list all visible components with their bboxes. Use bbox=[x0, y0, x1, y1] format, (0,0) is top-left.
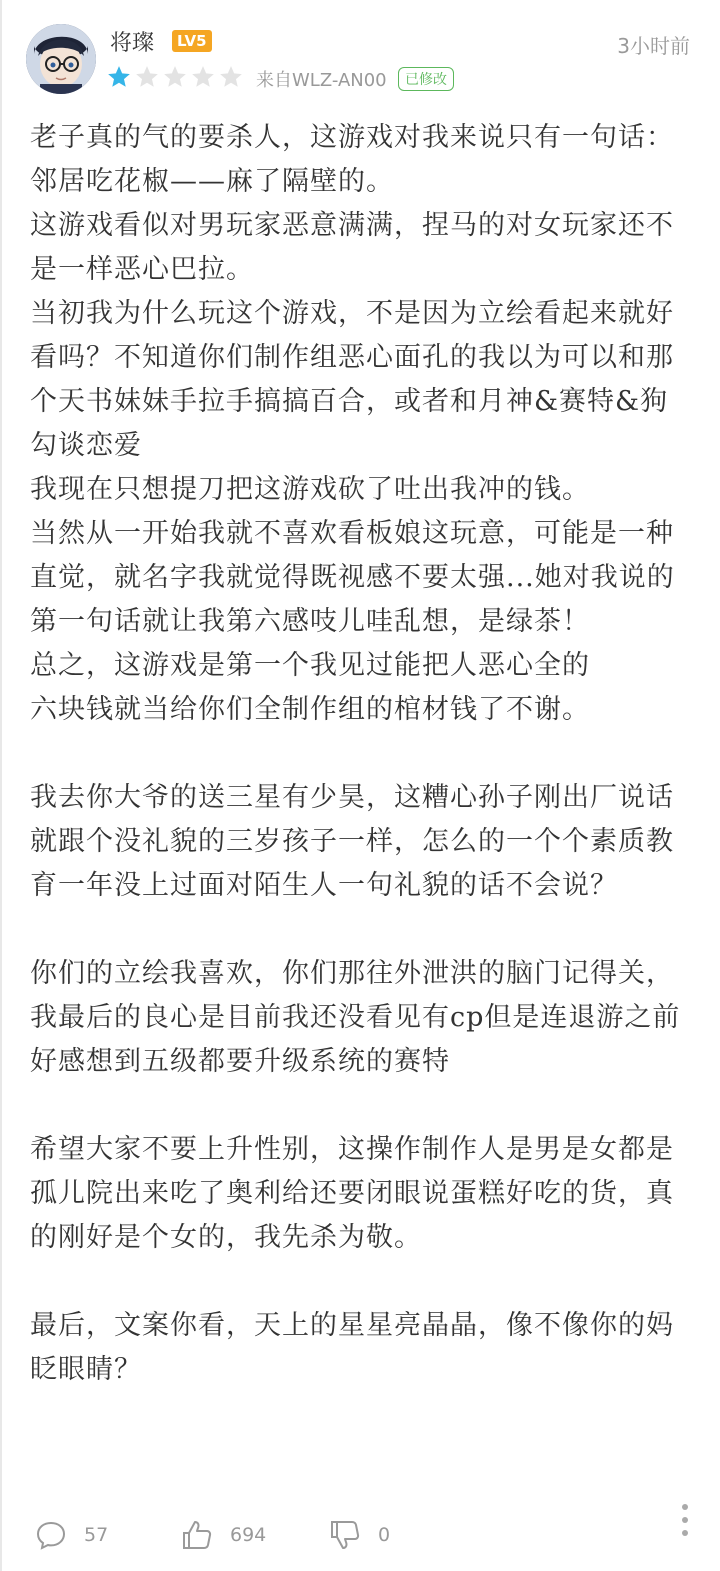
review-paragraph-5: 最后，文案你看，天上的星星亮晶晶，像不像你的妈眨眼睛？ bbox=[30, 1310, 674, 1385]
rating-stars bbox=[106, 64, 244, 92]
star-icon-1 bbox=[106, 64, 132, 90]
paragraph-gap bbox=[30, 1260, 695, 1304]
edited-badge: 已修改 bbox=[398, 67, 454, 91]
username[interactable]: 将璨 bbox=[110, 31, 155, 56]
star-icon-4 bbox=[190, 64, 216, 90]
review-content bbox=[30, 116, 695, 1392]
dislike-button[interactable] bbox=[328, 1510, 390, 1560]
review-paragraph-4: 希望大家不要上升性别，这操作制作人是男是女都是孤儿院出来吃了奥利给还要闭眼说蛋糕好吃的货，真的刚好是个女的，我先杀为敬。 bbox=[30, 1134, 674, 1253]
avatar[interactable] bbox=[26, 24, 96, 94]
review-paragraph-2: 我去你大爷的送三星有少昊，这糟心孙子刚出厂说话就跟个没礼貌的三岁孩子一样，怎么的一个个素质教育一年没上过面对陌生人一句礼貌的话不会说？ bbox=[30, 782, 674, 901]
review-header bbox=[0, 0, 720, 110]
comment-bubble-icon bbox=[34, 1518, 68, 1552]
paragraph-gap bbox=[30, 1084, 695, 1128]
paragraph-gap bbox=[30, 732, 695, 776]
comment-button[interactable] bbox=[34, 1510, 108, 1560]
device-label: 来自WLZ-AN00 bbox=[256, 70, 387, 91]
avatar-image bbox=[26, 24, 96, 94]
post-time: 3小时前 bbox=[617, 34, 690, 58]
more-vertical-icon[interactable] bbox=[680, 1502, 690, 1538]
thumbs-down-icon bbox=[328, 1518, 362, 1552]
comment-count: 57 bbox=[84, 1524, 109, 1546]
paragraph-gap bbox=[30, 908, 695, 952]
thumbs-up-icon bbox=[180, 1518, 214, 1552]
like-count: 694 bbox=[230, 1524, 267, 1546]
review-actions bbox=[0, 1510, 720, 1560]
review-paragraph-3: 你们的立绘我喜欢，你们那往外泄洪的脑门记得关，我最后的良心是目前我还没看见有cp但是连退游之前好感想到五级都要升级系统的赛特 bbox=[30, 958, 681, 1077]
left-edge-divider bbox=[0, 0, 2, 1571]
star-shape bbox=[192, 66, 214, 87]
star-shape bbox=[220, 66, 242, 87]
star-icon-2 bbox=[134, 64, 160, 90]
star-shape bbox=[136, 66, 158, 87]
review-paragraph-1: 老子真的气的要杀人，这游戏对我来说只有一句话：邻居吃花椒——麻了隔壁的。 这游戏看似对男玩家恶意满满，捏马的对女玩家还不是一样恶心巴拉。 当初我为什么玩这个游戏，不是因为立绘看起来就好看吗？不知道你们制作组恶心面孔的我以为可以和那个天书妹妹手拉手搞搞百合，或者和月神&赛特&狗勾谈恋爱 我现在只想提刀把这游戏砍了吐出我冲的钱。 当然从一开始我就不喜欢看板娘这玩意，可能是一种直觉，就名字我就觉得既视感不要太强...她对我说的第一句话就让我第六感吱儿哇乱想，是绿茶！ 总之，这游戏是第一个我见过能把人恶心全的 六块钱就当给你们全制作组的棺材钱了不谢。 bbox=[30, 122, 675, 725]
star-shape bbox=[108, 66, 130, 87]
star-icon-3 bbox=[162, 64, 188, 90]
dislike-count: 0 bbox=[378, 1524, 391, 1546]
star-icon-5 bbox=[218, 64, 244, 90]
star-shape bbox=[164, 66, 186, 87]
level-badge: LV5 bbox=[172, 30, 212, 52]
like-button[interactable] bbox=[180, 1510, 266, 1560]
